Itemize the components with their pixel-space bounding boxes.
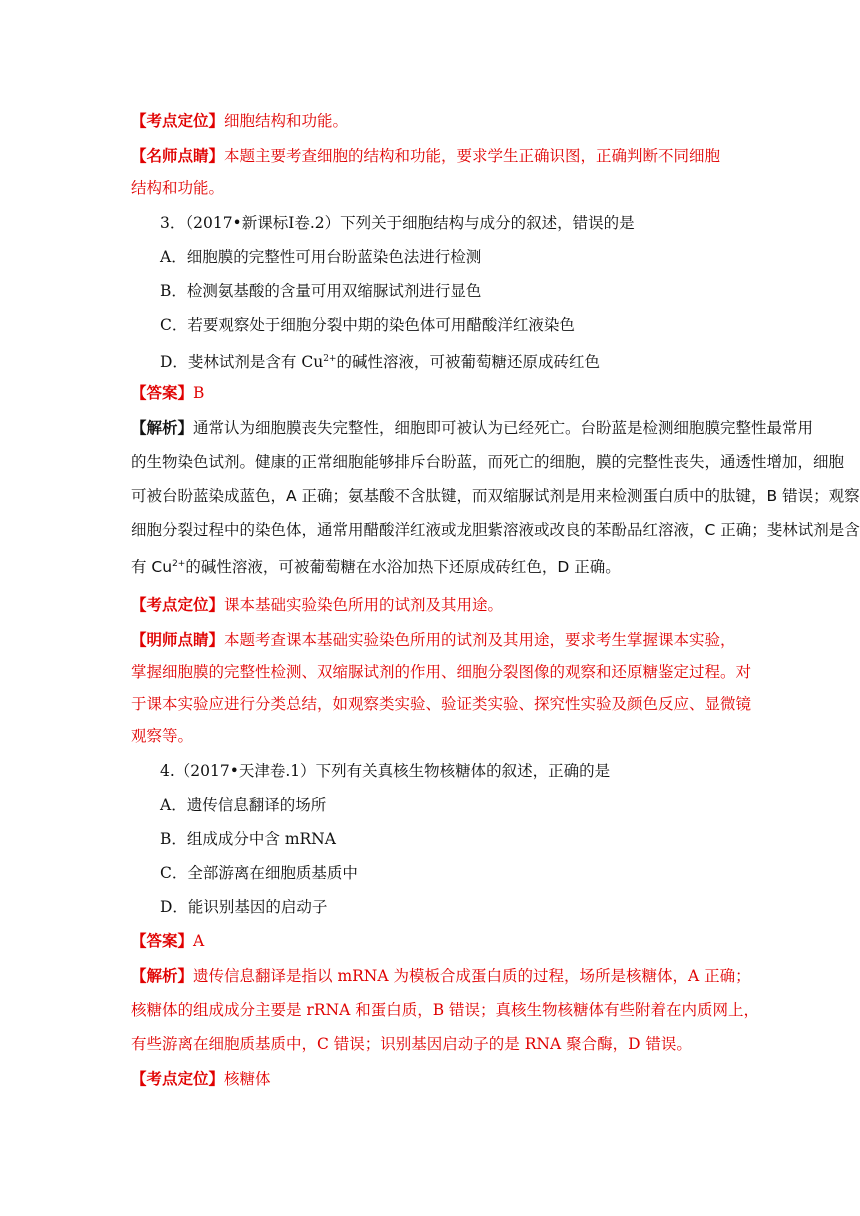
kaodian-line-2 [131,594,503,616]
jiexi-l5-post: 的碱性溶液，可被葡萄糖在水浴加热下还原成砖红色，D 正确。 [185,558,621,576]
jiexi-l5-pre: 有 Cu [131,558,173,576]
q4-jiexi-line-2: 核糖体的组成成分主要是 rRNA 和蛋白质，B 错误；真核生物核糖体有些附着在内质网上， [131,1001,760,1019]
mingshi-line-2: 结构和功能。 [131,179,225,197]
q3-jiexi-line-4: 细胞分裂过程中的染色体，通常用醋酸洋红液或龙胆紫溶液或改良的苯酚品红溶液，C 正确；斐林试剂是含 [131,521,860,539]
question-4-option-a: A．遗传信息翻译的场所 [160,796,327,814]
kaodian-tag: 【考点定位】 [131,1069,225,1088]
answer-tag: 【答案】 [131,383,194,402]
mingshi-text: 本题主要考查细胞的结构和功能，要求学生正确识图，正确判断不同细胞 [224,147,721,165]
answer-value: B [193,384,205,402]
mingshi-2-line-1 [131,629,736,651]
q3-jiexi-line-3: 可被台盼蓝染成蓝色，A 正确；氨基酸不含肽键，而双缩脲试剂是用来检测蛋白质中的肽键，B 错误；观察 [131,487,860,505]
kaodian-text: 核糖体 [224,1070,271,1088]
answer-tag: 【答案】 [131,931,194,950]
q3-jiexi-line-2: 的生物染色试剂。健康的正常细胞能够排斥台盼蓝，而死亡的细胞，膜的完整性丧失，通透性增加，细胞 [131,453,845,471]
q3-jiexi-line-5 [131,553,621,578]
jiexi-l5-sup: 2+ [172,559,186,569]
option-d-pre: D．斐林试剂是含有 Cu [160,353,324,371]
question-3-option-c: C．若要观察处于细胞分裂中期的染色体可用醋酸洋红液染色 [160,316,575,334]
mingshi-tag: 【名师点睛】 [131,146,225,165]
jiexi-tag: 【解析】 [131,419,194,437]
mingshi-tag: 【明师点睛】 [131,630,225,649]
mingshi-text: 本题考查课本基础实验染色所用的试剂及其用途，要求考生掌握课本实验， [224,631,736,649]
question-4-stem: 4.（2017•天津卷.1）下列有关真核生物核糖体的叙述，正确的是 [160,762,611,780]
question-3-option-b: B．检测氨基酸的含量可用双缩脲试剂进行显色 [160,282,482,300]
jiexi-text: 遗传信息翻译是指以 mRNA 为模板合成蛋白质的过程，场所是核糖体，A 正确； [193,967,751,985]
q4-jiexi-line-3: 有些游离在细胞质基质中，C 错误；识别基因启动子的是 RNA 聚合酶，D 错误。 [131,1035,692,1053]
kaodian-line-1 [131,110,348,132]
mingshi-2-line-2: 掌握细胞膜的完整性检测、双缩脲试剂的作用、细胞分裂图像的观察和还原糖鉴定过程。对 [131,663,752,681]
q3-jiexi-line-1 [131,417,813,439]
kaodian-text: 课本基础实验染色所用的试剂及其用途。 [224,596,504,614]
q4-jiexi-line-1 [131,965,751,987]
jiexi-tag: 【解析】 [131,966,194,985]
question-3-option-d [160,348,600,373]
option-d-sup: 2+ [323,354,337,364]
answer-value: A [193,932,205,950]
kaodian-tag: 【考点定位】 [131,111,225,130]
mingshi-2-line-4: 观察等。 [131,727,194,745]
question-4-answer [131,930,204,952]
question-4-option-b: B．组成成分中含 mRNA [160,830,336,848]
question-3-stem: 3．（2017•新课标Ⅰ卷.2）下列关于细胞结构与成分的叙述，错误的是 [160,214,635,232]
kaodian-text: 细胞结构和功能。 [224,112,349,130]
kaodian-tag: 【考点定位】 [131,595,225,614]
question-4-option-d: D．能识别基因的启动子 [160,898,328,916]
mingshi-2-line-3: 于课本实验应进行分类总结，如观察类实验、验证类实验、探究性实验及颜色反应、显微镜 [131,695,752,713]
mingshi-line-1 [131,145,720,167]
question-4-option-c: C．全部游离在细胞质基质中 [160,864,358,882]
jiexi-text: 通常认为细胞膜丧失完整性，细胞即可被认为已经死亡。台盼蓝是检测细胞膜完整性最常用 [193,419,814,437]
option-d-post: 的碱性溶液，可被葡萄糖还原成砖红色 [336,353,600,371]
question-3-option-a: A．细胞膜的完整性可用台盼蓝染色法进行检测 [160,248,482,266]
question-3-answer [131,382,204,404]
kaodian-line-3 [131,1068,271,1090]
